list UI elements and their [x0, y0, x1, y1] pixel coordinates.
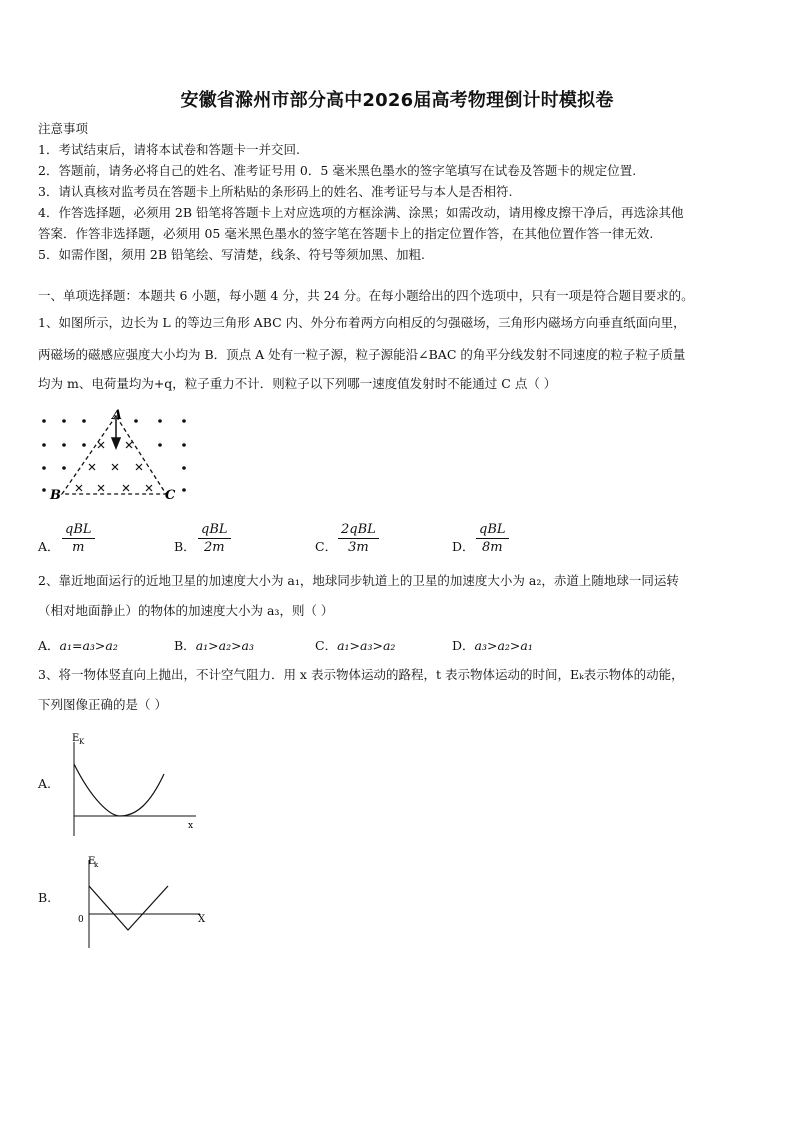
notice-item-1: 1．考试结束后，请将本试卷和答题卡一并交回. — [38, 142, 300, 157]
q3-graph-b[interactable] — [72, 852, 212, 952]
field-dots — [42, 419, 186, 492]
triangle-abc — [62, 416, 166, 494]
graph-b-xlabel: X — [198, 914, 206, 925]
q1-option-b-fraction[interactable] — [198, 522, 231, 555]
q3-graph-a[interactable] — [64, 730, 204, 838]
q2-option-c[interactable] — [315, 636, 395, 654]
q2-option-a[interactable] — [38, 636, 118, 654]
graph-a-ylabel-sub: K — [79, 738, 85, 746]
field-crosses — [76, 442, 152, 491]
vertex-b-label: B — [50, 488, 61, 503]
q3-graph-b-label[interactable]: B. — [38, 890, 52, 905]
q1-option-b-numerator: qBL — [198, 522, 231, 539]
graph-b-ylabel-sub: k — [94, 861, 99, 869]
q1-option-c-fraction[interactable] — [338, 522, 379, 555]
graph-a-xlabel: x — [188, 821, 194, 831]
notice-item-2: 2．答题前，请务必将自己的姓名、准考证号用 0．5 毫米黑色墨水的签字笔填写在试卷及答题卡的规定位置. — [38, 163, 637, 178]
q2-option-d[interactable] — [452, 636, 533, 654]
vertex-a-label: A — [112, 408, 123, 423]
graph-a-curve — [74, 764, 164, 816]
q2-option-b-text: a₁>a₂>a₃ — [195, 638, 255, 653]
q2-text-line2: （相对地面静止）的物体的加速度大小为 a₃，则（ ） — [38, 603, 334, 618]
q1-option-c-denominator: 3m — [348, 540, 369, 555]
page-title: 安徽省滁州市部分高中2026届高考物理倒计时模拟卷 — [180, 90, 614, 111]
vertex-c-label: C — [165, 488, 176, 503]
graph-b-origin-label: 0 — [78, 915, 84, 925]
q3-text-line1: 3、将一物体竖直向上抛出，不计空气阻力．用 x 表示物体运动的路程，t 表示物体运动的时间，Eₖ表示物体的动能， — [38, 667, 684, 682]
graph-a-ylabel: E — [72, 733, 80, 744]
q2-option-a-label: A． — [38, 638, 60, 653]
q1-option-b-denominator: 2m — [203, 540, 225, 555]
q1-option-b-label[interactable]: B． — [174, 539, 196, 554]
q2-option-c-text: a₁>a₃>a₂ — [337, 638, 396, 653]
notice-heading: 注意事项 — [38, 121, 89, 136]
q1-option-d-denominator: 8m — [481, 540, 503, 555]
q1-text-line1: 1、如图所示，边长为 L 的等边三角形 ABC 内、外分布着两方向相反的匀强磁场，三角形内磁场方向垂直纸面向里， — [38, 315, 686, 330]
q1-option-a-denominator: m — [72, 540, 85, 555]
q2-text-line1: 2、靠近地面运行的近地卫星的加速度大小为 a₁，地球同步轨道上的卫星的加速度大小为 a₂，赤道上随地球一同运转 — [38, 573, 679, 588]
q2-option-d-label: D． — [452, 638, 475, 653]
section-heading: 一、单项选择题：本题共 6 小题，每小题 4 分，共 24 分。在每小题给出的四个选项中，只有一项是符合题目要求的。 — [38, 288, 694, 303]
q1-option-a-numerator: qBL — [62, 522, 95, 539]
graph-b-ylabel: E — [88, 856, 96, 867]
q3-graph-a-label[interactable]: A. — [38, 776, 52, 791]
q2-option-a-text: a₁=a₃>a₂ — [59, 638, 118, 653]
q2-option-b[interactable] — [174, 636, 254, 654]
q1-text-line3: 均为 m、电荷量均为+q，粒子重力不计．则粒子以下列哪一速度值发射时不能通过 C 点（ ） — [38, 376, 557, 391]
q2-option-c-label: C． — [315, 638, 338, 653]
q1-option-a-label[interactable]: A． — [38, 539, 60, 554]
q1-option-c-label[interactable]: C． — [315, 539, 338, 554]
notice-item-4: 4．作答选择题，必须用 2B 铅笔将答题卡上对应选项的方框涂满、涂黑；如需改动，请用橡皮擦干净后，再选涂其他 — [38, 205, 684, 220]
notice-item-5: 5．如需作图，须用 2B 铅笔绘、写清楚，线条、符号等须加黑、加粗. — [38, 247, 426, 262]
q2-option-d-text: a₃>a₂>a₁ — [474, 638, 533, 653]
notice-item-4-cont: 答案．作答非选择题，必须用 05 毫米黑色墨水的签字笔在答题卡上的指定位置作答，在其他位置作答一律无效. — [38, 226, 654, 241]
q2-option-b-label: B． — [174, 638, 196, 653]
q1-magnetic-field-figure — [36, 408, 206, 508]
q3-text-line2: 下列图像正确的是（ ） — [38, 697, 167, 712]
q1-option-d-fraction[interactable] — [476, 522, 509, 555]
q1-text-line2: 两磁场的磁感应强度大小均为 B．顶点 A 处有一粒子源，粒子源能沿∠BAC 的角平分线发射不同速度的粒子粒子质量 — [38, 347, 686, 362]
q1-option-a-fraction[interactable] — [62, 522, 95, 555]
graph-b-curve — [89, 886, 168, 930]
q1-option-d-numerator: qBL — [476, 522, 509, 539]
notice-item-3: 3．请认真核对监考员在答题卡上所粘贴的条形码上的姓名、准考证号与本人是否相符. — [38, 184, 513, 199]
q1-option-c-numerator: 2qBL — [338, 522, 379, 539]
q1-option-d-label[interactable]: D． — [452, 539, 475, 554]
